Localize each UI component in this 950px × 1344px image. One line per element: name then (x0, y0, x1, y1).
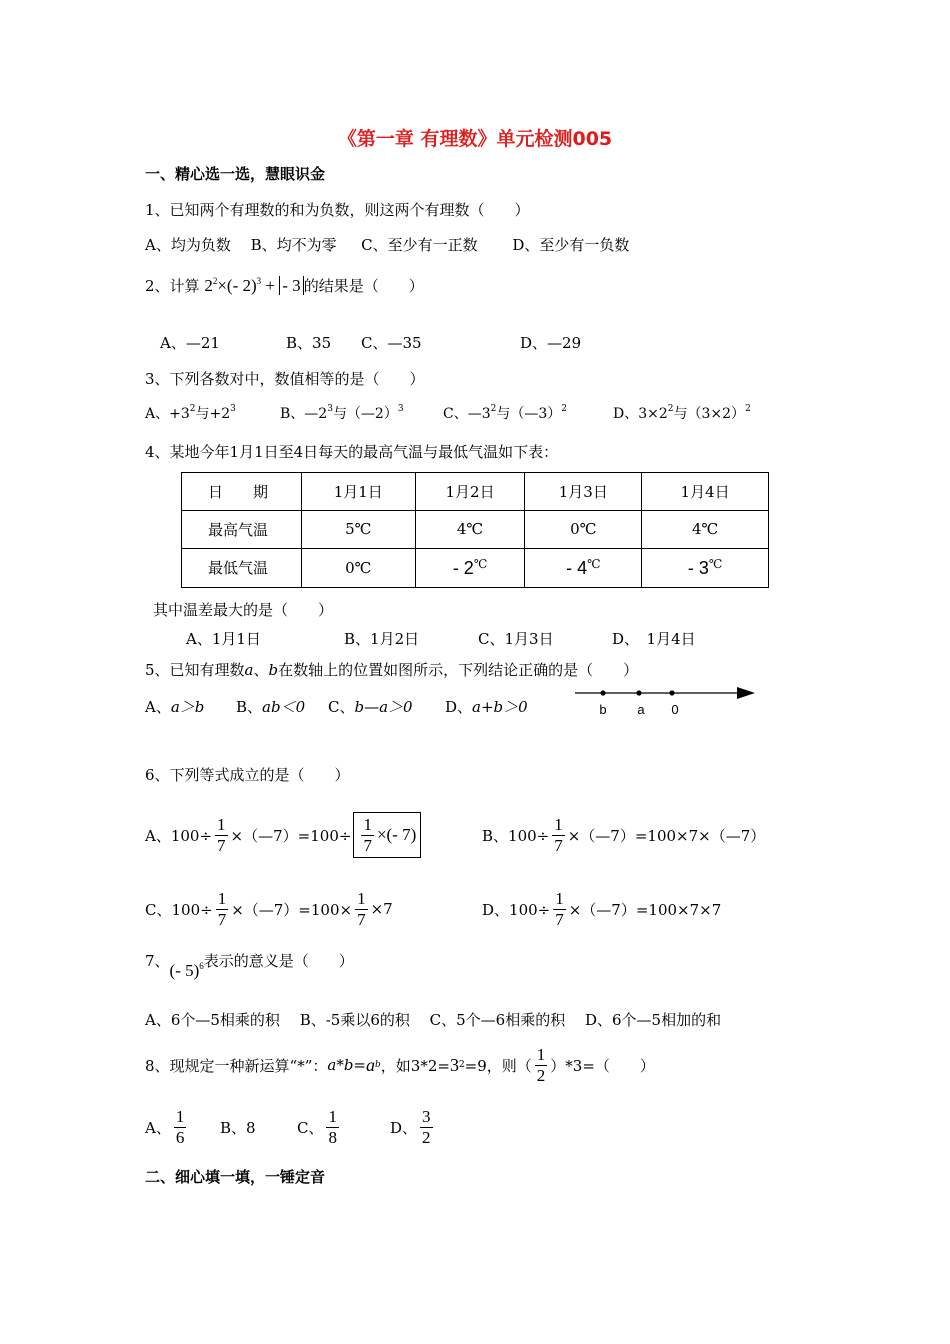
q8-option-c: C、 $\frac{1}{8}$ (297, 1106, 337, 1147)
q3-option-d: D、$3\times 2^2$与$(3\times 2)^2$ (613, 404, 751, 422)
table-row-high (182, 510, 769, 548)
q5-option-c: C、b—a＞0 (328, 698, 413, 716)
q7-stem: 7、(- 5)$^6$表示的意义是（ ） (145, 952, 354, 980)
table-cell: 1月1日 (301, 473, 415, 511)
point-b (600, 690, 605, 695)
point-a (636, 690, 641, 695)
q3-option-b: B、$—2^3$与（—2）$^3$ (280, 404, 404, 422)
table-cell: 1月4日 (642, 473, 769, 511)
q4-option-c: C、1月3日 (478, 630, 554, 648)
label-zero: 0 (671, 702, 679, 717)
q2-expr-b: - 2 (232, 276, 251, 295)
q7-options: A、6个—5相乘的积 B、-5乘以6的积 C、5个—6相乘的积 D、6个—5相加的和 (145, 1011, 722, 1029)
q4-subquestion: 其中温差最大的是（ ） (153, 601, 334, 619)
table-cell: 日 期 (182, 473, 302, 511)
q5-option-a: A、a＞b (145, 698, 205, 716)
temperature-table (181, 472, 769, 588)
q2-stem (145, 275, 424, 296)
q4-option-a: A、1月1日 (186, 630, 261, 648)
q2-expr-close: ) (251, 276, 257, 295)
table-cell: 4℃ (415, 510, 525, 548)
q2-prefix: 2、计算 (145, 277, 200, 295)
table-cell: 0℃ (525, 510, 642, 548)
q5-stem: 5、已知有理数a、b在数轴上的位置如图所示，下列结论正确的是（ ） (145, 661, 639, 679)
label-a: a (637, 702, 645, 717)
section-2-heading: 二、细心填一填，一锤定音 (145, 1168, 326, 1186)
q2-expr-plus: + (261, 276, 276, 295)
table-cell: 1月2日 (415, 473, 525, 511)
q2-expr-exp2: 3 (256, 276, 262, 286)
q5-option-d: D、a+b＞0 (445, 698, 528, 716)
q3-option-a: A、$+3^2$与$+2^3$ (145, 404, 236, 422)
q2-option-a: A、—21 (160, 334, 220, 352)
q3-stem: 3、下列各数对中，数值相等的是（ ） (145, 370, 425, 388)
q2-expr-abs: - 3 (279, 276, 303, 295)
label-b: b (599, 702, 607, 717)
q2-suffix: 的结果是（ ） (303, 277, 424, 295)
q2-expr-base: 2 (204, 276, 213, 295)
table-cell: 1月3日 (525, 473, 642, 511)
q2-expr-times: ×( (217, 276, 233, 295)
q5-option-b: B、ab＜0 (236, 698, 306, 716)
number-line (573, 681, 763, 721)
q3-option-c: C、$—3^2$与（—3）$^2$ (443, 404, 568, 422)
table-cell: 4℃ (642, 510, 769, 548)
q1-options: A、均为负数 B、均不为零 C、至少有一正数 D、至少有一负数 (145, 236, 630, 254)
q6-option-a: A、100÷ $\frac{1}{7}$ ×（—7）=100÷ $\frac{1}{7}$ ×(- 7) (145, 810, 423, 860)
q6-option-b: B、100÷ $\frac{1}{7}$ ×（—7）=100×7×（—7） (482, 814, 766, 855)
q6-stem: 6、下列等式成立的是（ ） (145, 766, 350, 784)
q2-option-b: B、35 (286, 334, 332, 352)
q2-expression (204, 276, 303, 295)
table-cell: - 3℃ (642, 548, 769, 588)
q4-option-d: D、 1月4日 (612, 630, 696, 648)
q8-option-d: D、 $\frac{3}{2}$ (390, 1106, 431, 1147)
point-zero (669, 690, 674, 695)
q8-option-a: A、 $\frac{1}{6}$ (145, 1106, 185, 1147)
q2-option-c: C、—35 (361, 334, 422, 352)
q2-option-d: D、—29 (520, 334, 582, 352)
q8-option-b: B、8 (220, 1118, 256, 1137)
page-title: 《第一章 有理数》单元检测005 (337, 128, 613, 150)
number-line-arrow (737, 687, 755, 699)
table-cell: 5℃ (301, 510, 415, 548)
table-row-low (182, 548, 769, 588)
q4-option-b: B、1月2日 (344, 630, 420, 648)
section-1-heading: 一、精心选一选，慧眼识金 (145, 165, 326, 183)
q8-stem: 8、现规定一种新运算“*”： a*b= a b ，如3*2= 3 2 =9，则（ $\frac{1}{2}$ ）*3=（ ） (145, 1044, 655, 1085)
table-cell: 最低气温 (182, 548, 302, 588)
table-cell: 最高气温 (182, 510, 302, 548)
q2-expr-exp1: 2 (212, 276, 218, 286)
q4-stem: 4、某地今年1月1日至4日每天的最高气温与最低气温如下表： (145, 443, 559, 461)
q6-option-c: C、100÷ $\frac{1}{7}$ ×（—7）=100× $\frac{1}{7}$ ×7 (145, 888, 393, 929)
table-cell: - 4℃ (525, 548, 642, 588)
table-cell: 0℃ (301, 548, 415, 588)
bracket-expression: $\frac{1}{7}$ ×(- 7) (353, 812, 421, 858)
q1-stem: 1、已知两个有理数的和为负数，则这两个有理数（ ） (145, 201, 530, 219)
table-cell: - 2℃ (415, 548, 525, 588)
table-header-row (182, 473, 769, 511)
q7-power: (- 5)$^6$ (169, 961, 204, 980)
q6-option-d: D、100÷ $\frac{1}{7}$ ×（—7）=100×7×7 (482, 888, 722, 929)
